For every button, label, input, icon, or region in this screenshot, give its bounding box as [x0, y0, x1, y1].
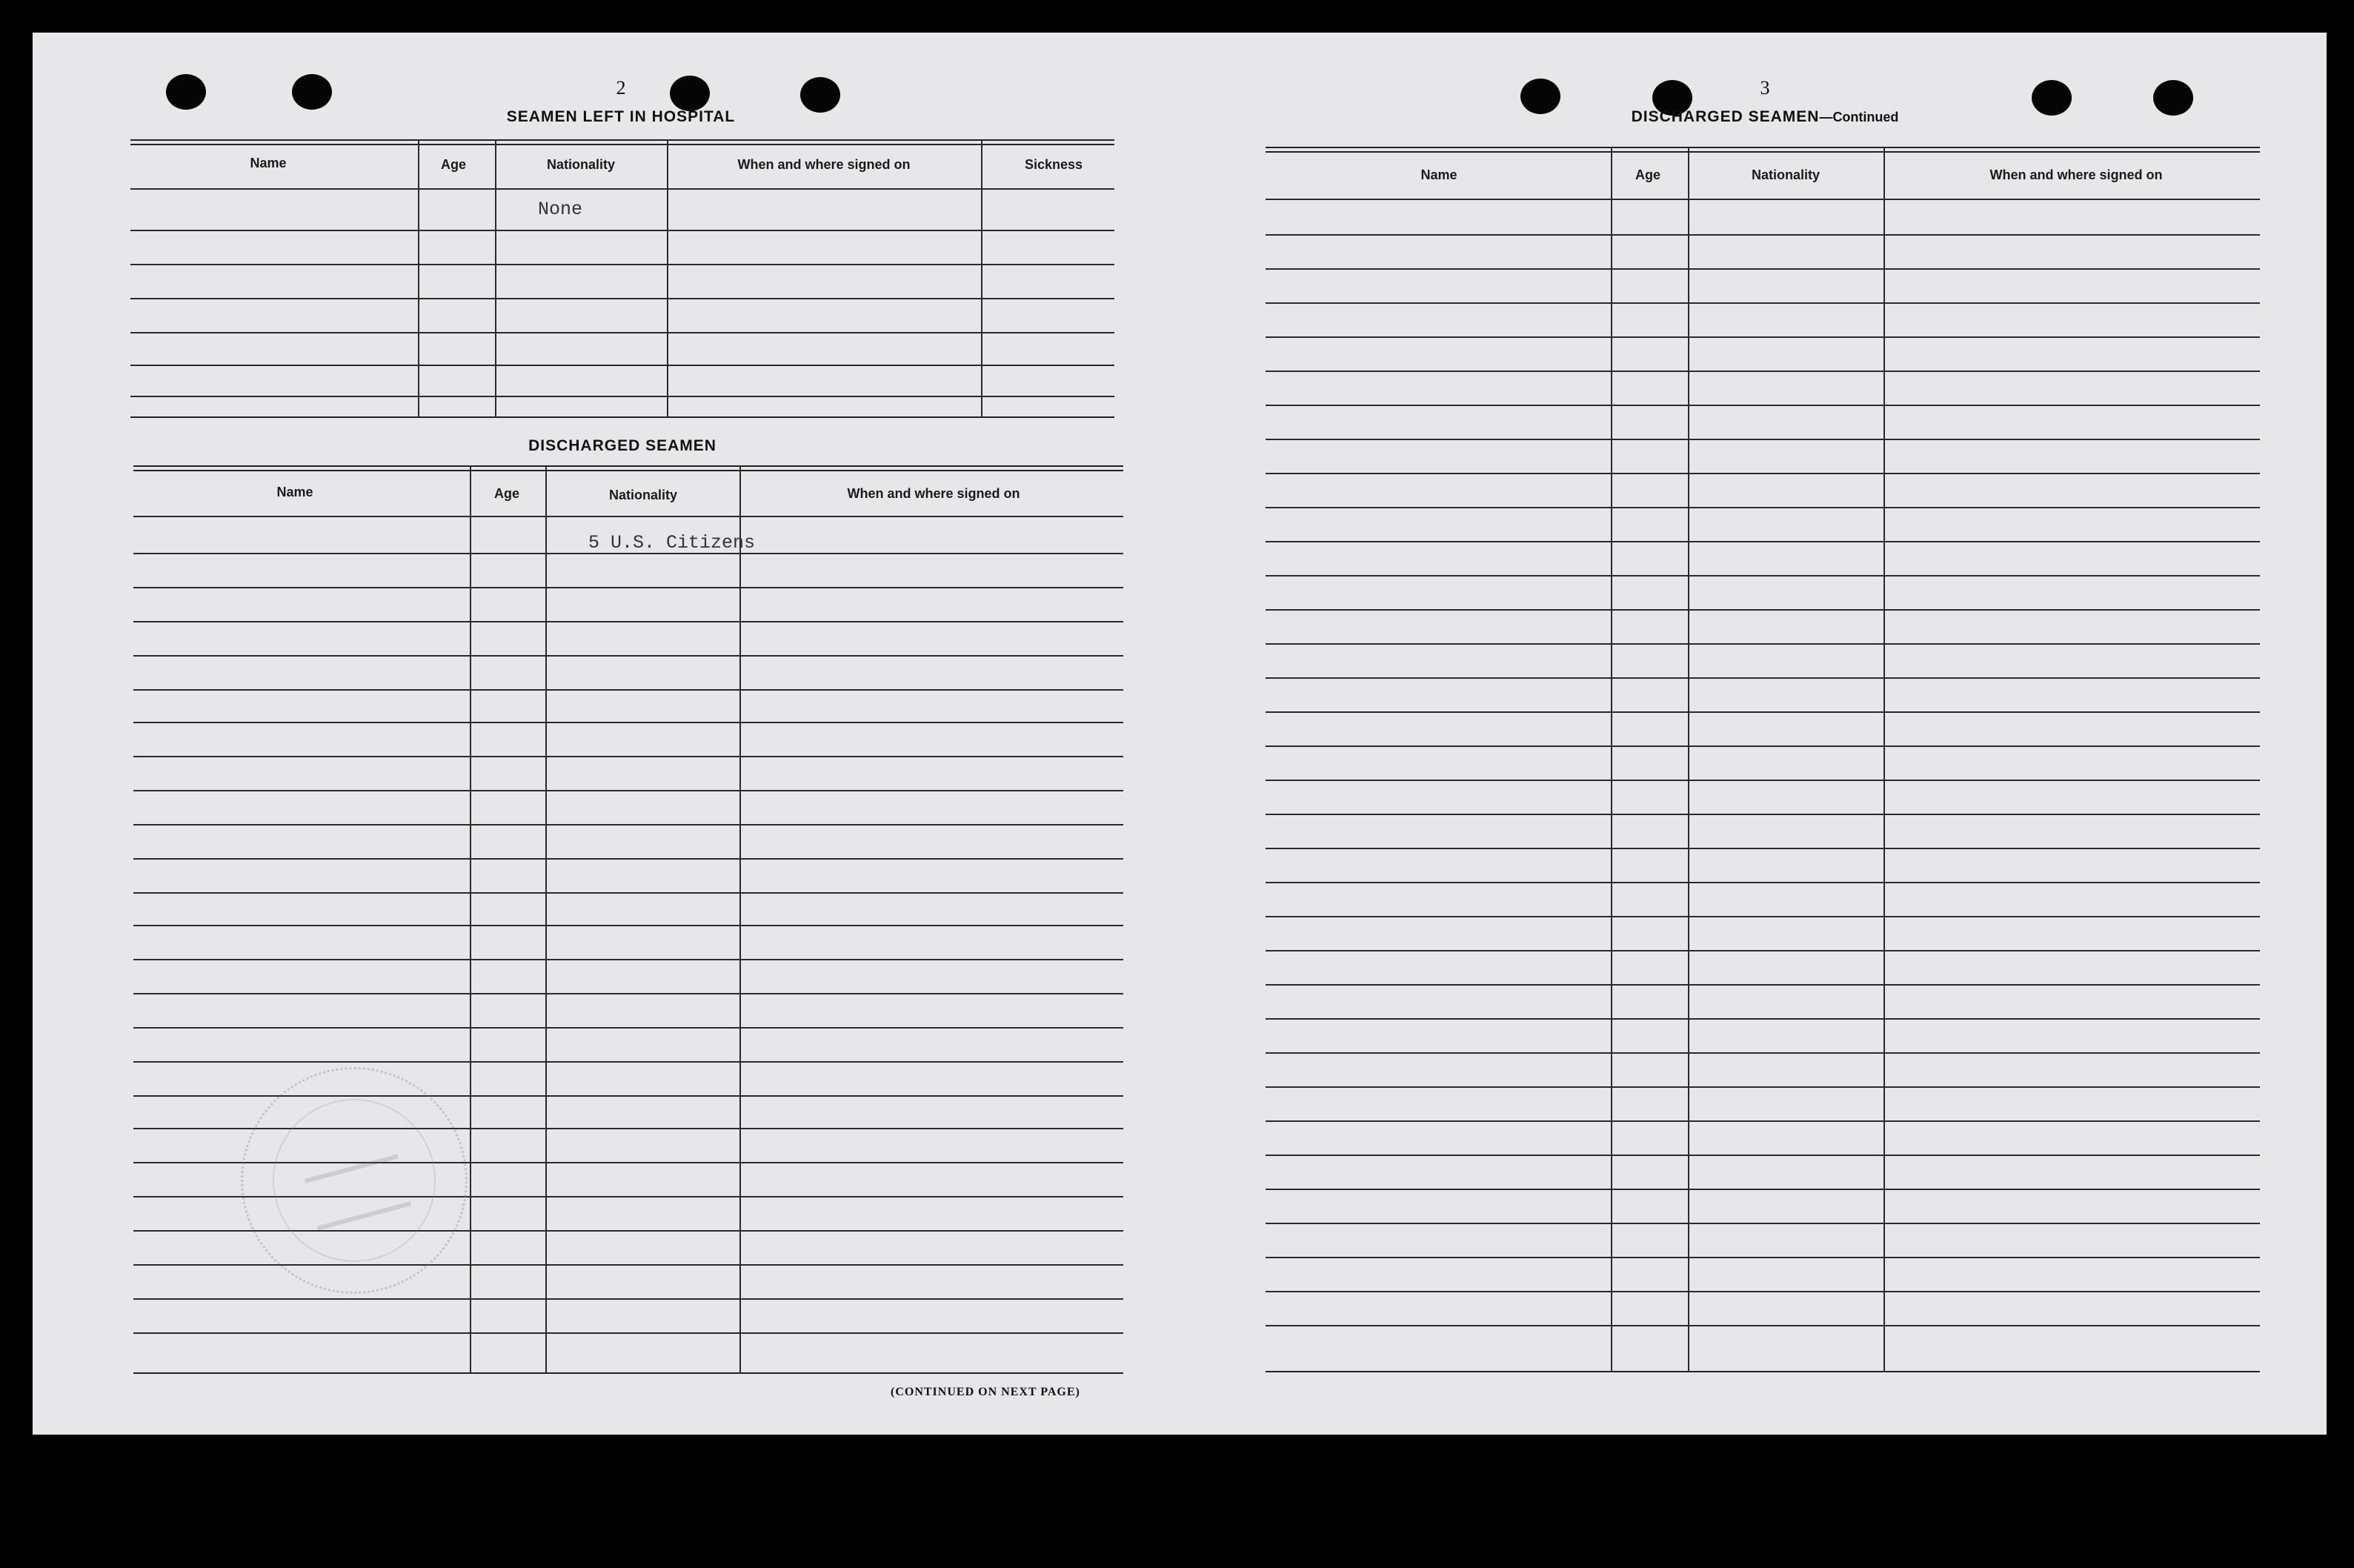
col-header-name: Name: [250, 156, 287, 170]
table-row: [1266, 575, 2260, 577]
table-row: [1266, 1189, 2260, 1190]
col-header-age: Age: [1635, 167, 1661, 182]
table-row: [1266, 371, 2260, 372]
column-divider: [1883, 147, 1885, 1372]
table-bottom-rule: [1266, 1371, 2260, 1372]
page-number-left: 2: [616, 77, 626, 99]
table-row: [1266, 268, 2260, 270]
table-row: [133, 993, 1123, 994]
table-row: [1266, 1291, 2260, 1292]
discharged-continued-table: [1266, 147, 2260, 1372]
table-row: [1266, 609, 2260, 611]
table-row: [1266, 814, 2260, 815]
table-row: [133, 722, 1123, 723]
col-header-name: Name: [276, 485, 313, 499]
table-row: [133, 1298, 1123, 1300]
punch-hole: [1520, 79, 1560, 114]
hospital-entry: None: [538, 199, 583, 220]
column-divider: [470, 465, 471, 1374]
table-row: [1266, 405, 2260, 406]
col-header-sickness: Sickness: [1024, 157, 1083, 172]
table-row: [1266, 1052, 2260, 1054]
table-row: [133, 655, 1123, 657]
col-header-age: Age: [440, 157, 467, 172]
column-divider: [981, 139, 983, 418]
table-row: [133, 587, 1123, 588]
table-row: [1266, 234, 2260, 236]
table-row: [1266, 1155, 2260, 1156]
table-row: [133, 1027, 1123, 1029]
page-number-right: 3: [1760, 77, 1770, 99]
table-row: [130, 188, 1114, 190]
punch-hole: [670, 76, 710, 111]
table-row: [1266, 439, 2260, 440]
column-divider: [545, 465, 547, 1374]
table-row: [133, 892, 1123, 894]
table-row: [133, 824, 1123, 825]
hospital-table: [130, 139, 1114, 418]
column-divider: [418, 139, 419, 418]
col-header-nationality: Nationality: [608, 488, 678, 502]
col-header-age: Age: [493, 486, 520, 501]
table-bottom-rule: [133, 1372, 1123, 1374]
col-header-signed-on: When and where signed on: [847, 486, 1020, 501]
table-row: [133, 621, 1123, 622]
table-row: [1266, 199, 2260, 200]
table-row: [1266, 1086, 2260, 1088]
table-row: [133, 516, 1123, 517]
table-row: [130, 396, 1114, 397]
punch-hole: [2153, 80, 2193, 116]
discharged-section-title: DISCHARGED SEAMEN: [528, 437, 716, 454]
table-row: [133, 1061, 1123, 1063]
col-header-signed-on: When and where signed on: [737, 157, 911, 172]
punch-hole: [800, 77, 840, 113]
table-top-rule: [1266, 147, 2260, 153]
column-divider: [495, 139, 496, 418]
col-header-nationality: Nationality: [1751, 167, 1821, 182]
table-row: [133, 925, 1123, 926]
right-section-title: [1632, 108, 1899, 126]
table-top-rule: [133, 465, 1123, 471]
table-row: [1266, 882, 2260, 883]
table-row: [1266, 848, 2260, 849]
table-row: [1266, 711, 2260, 713]
table-row: [133, 790, 1123, 791]
table-row: [1266, 950, 2260, 951]
table-row: [1266, 1018, 2260, 1020]
table-row: [1266, 336, 2260, 338]
table-row: [1266, 1257, 2260, 1258]
table-row: [1266, 1223, 2260, 1224]
table-row: [133, 756, 1123, 757]
punch-hole: [2032, 80, 2072, 116]
table-row: [130, 332, 1114, 333]
column-divider: [1688, 147, 1689, 1372]
table-row: [1266, 473, 2260, 474]
table-row: [130, 230, 1114, 231]
table-row: [1266, 745, 2260, 747]
table-row: [1266, 643, 2260, 645]
col-header-nationality: Nationality: [546, 157, 616, 172]
hospital-section-title: SEAMEN LEFT IN HOSPITAL: [506, 108, 736, 125]
table-row: [133, 858, 1123, 860]
column-divider: [667, 139, 668, 418]
faded-ink-stamp: [241, 1067, 468, 1294]
right-title-main: DISCHARGED SEAMEN: [1631, 108, 1820, 125]
table-row: [1266, 984, 2260, 986]
table-bottom-rule: [130, 416, 1114, 418]
col-header-name: Name: [1420, 167, 1457, 182]
column-divider: [739, 465, 741, 1374]
table-row: [1266, 1325, 2260, 1326]
table-row: [133, 689, 1123, 691]
table-row: [1266, 916, 2260, 917]
punch-hole: [292, 74, 332, 110]
table-row: [1266, 1120, 2260, 1122]
column-divider: [1611, 147, 1612, 1372]
continued-footer: (CONTINUED ON NEXT PAGE): [891, 1386, 1080, 1398]
table-top-rule: [130, 139, 1114, 145]
table-row: [1266, 780, 2260, 781]
col-header-signed-on: When and where signed on: [1989, 167, 2163, 182]
discharged-entry: 5 U.S. Citizens: [588, 532, 756, 554]
table-row: [130, 264, 1114, 265]
punch-hole: [166, 74, 206, 110]
table-row: [1266, 541, 2260, 542]
table-row: [130, 365, 1114, 366]
table-row: [1266, 677, 2260, 679]
table-row: [1266, 507, 2260, 508]
table-row: [133, 1332, 1123, 1334]
table-row: [1266, 302, 2260, 304]
table-row: [130, 298, 1114, 299]
table-row: [133, 959, 1123, 960]
right-title-continued: —Continued: [1819, 110, 1899, 124]
